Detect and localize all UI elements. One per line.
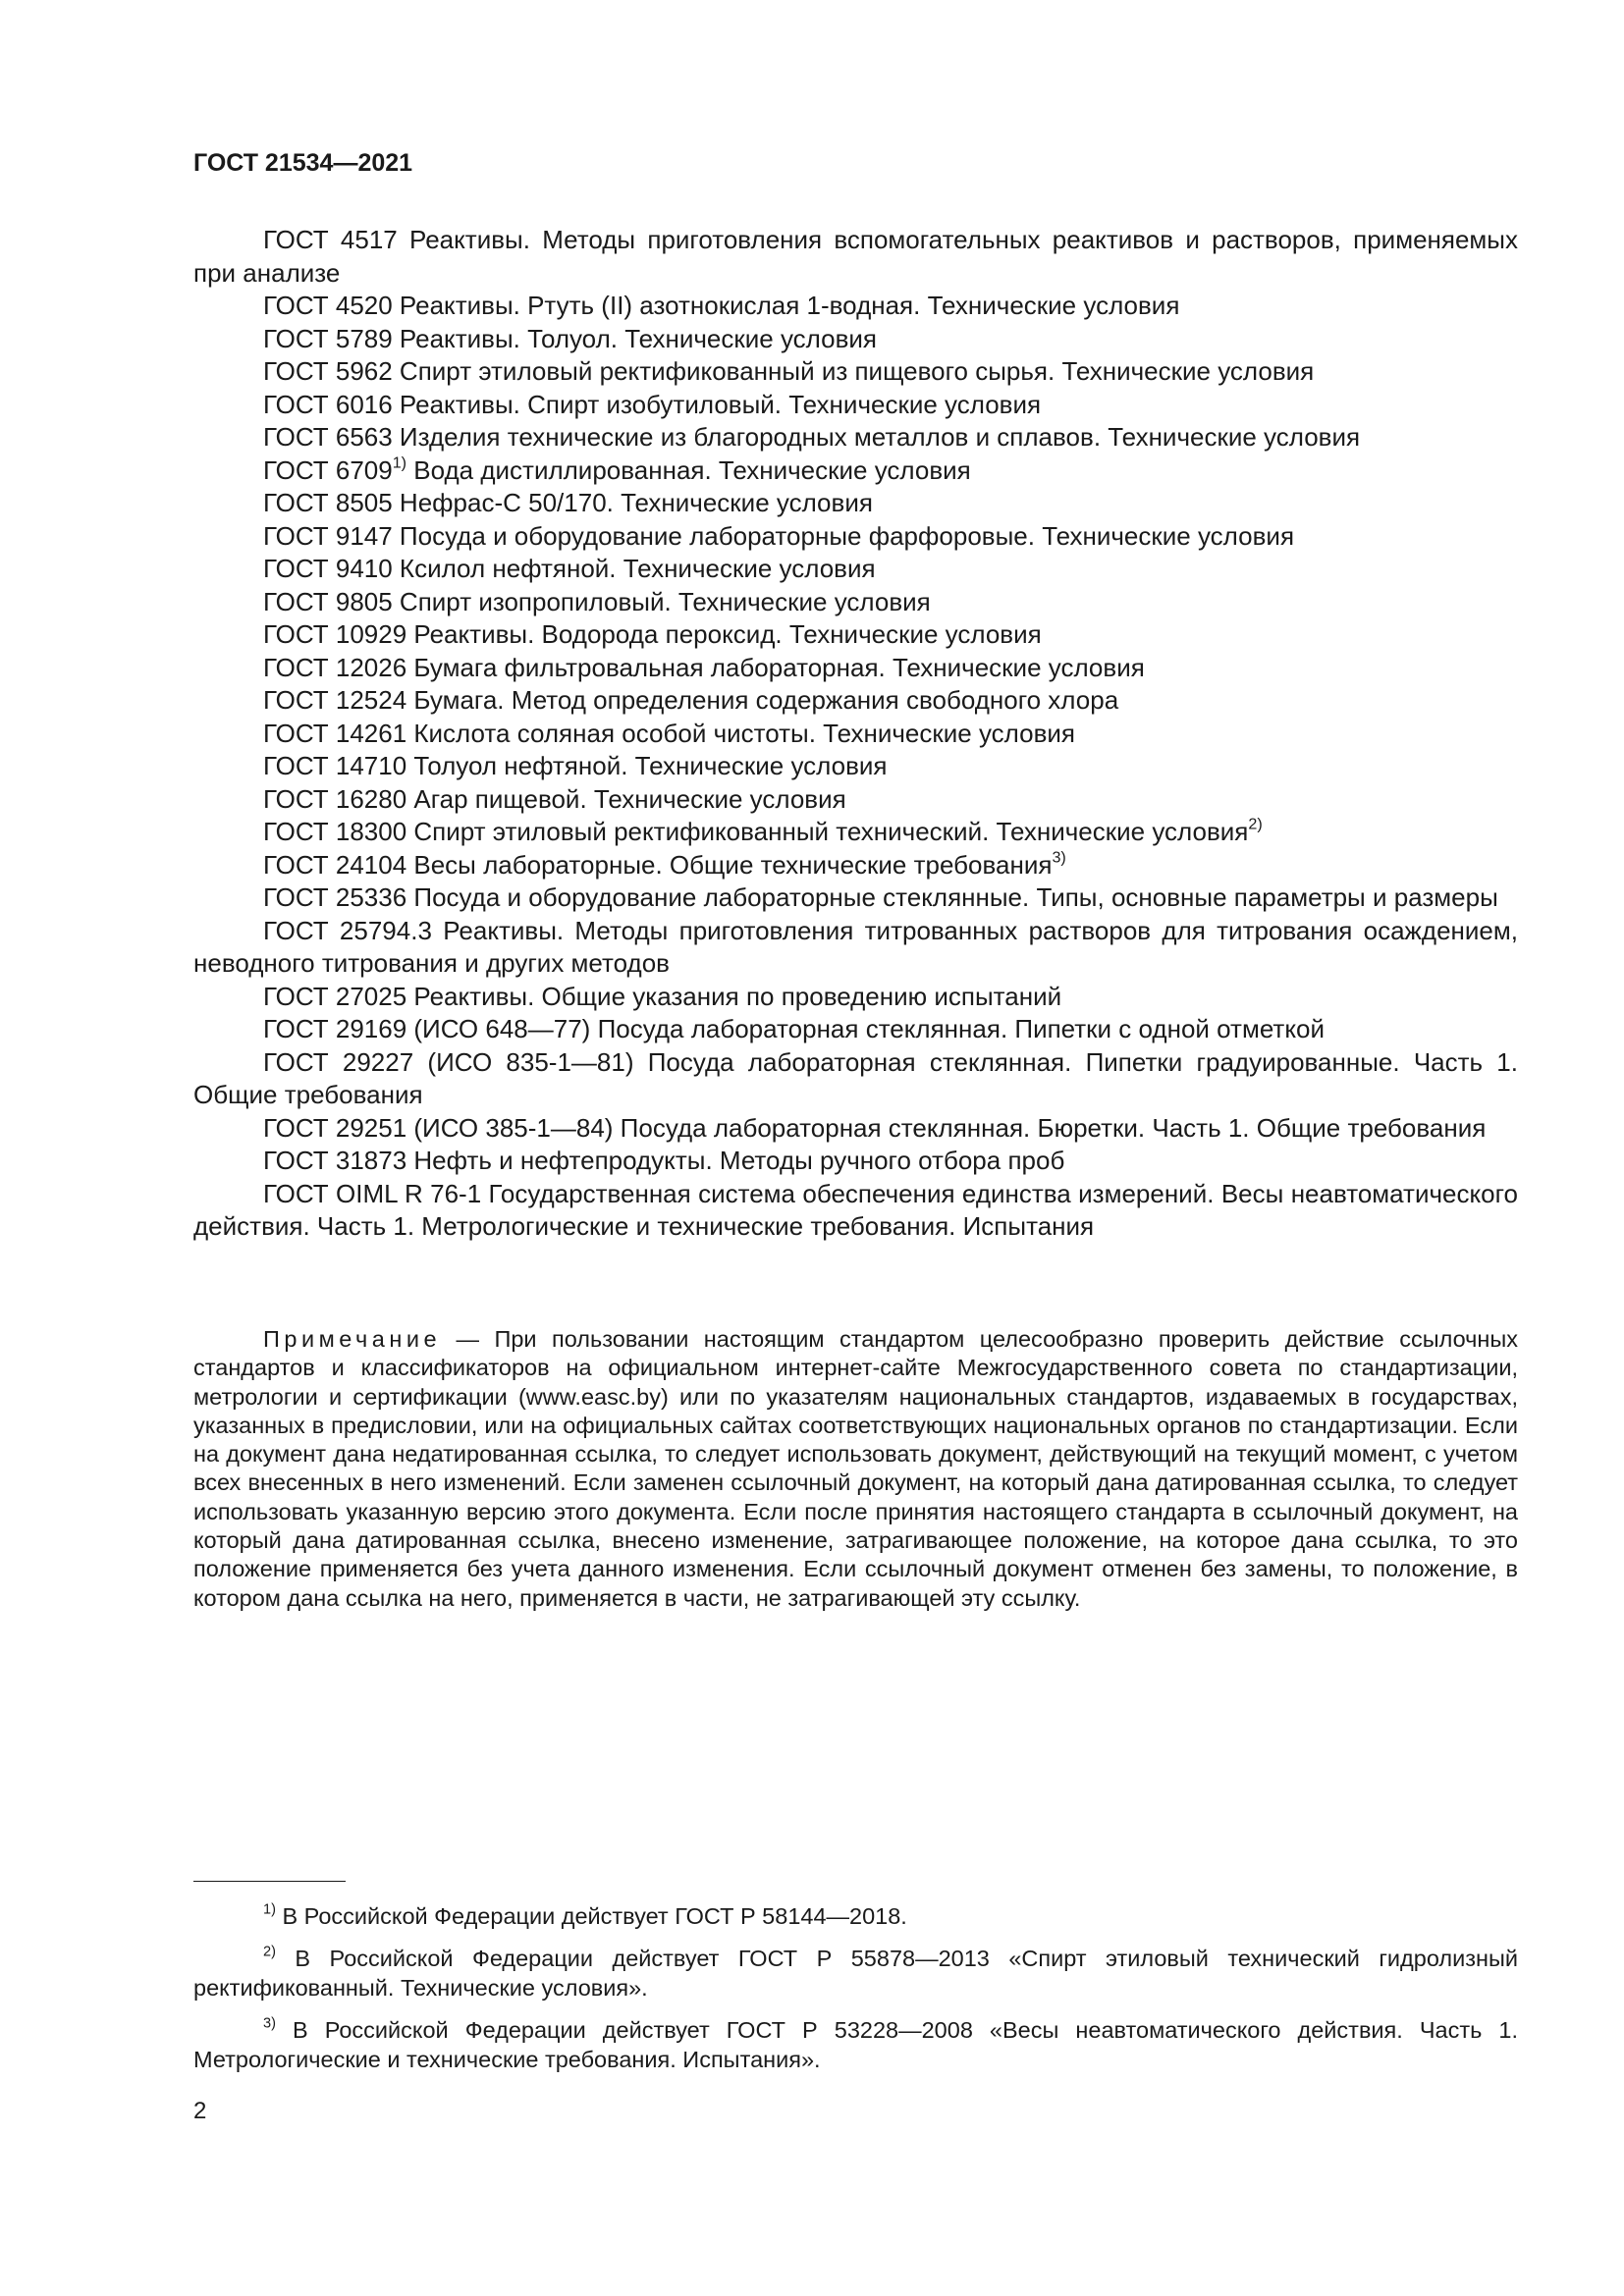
reference-item: ГОСТ 4520 Реактивы. Ртуть (II) азотнокислая 1-водная. Технические условия (263, 291, 1180, 320)
reference-item: ГОСТ 25794.3 Реактивы. Методы приготовления титрованных растворов для титрования осаждением, неводного титрования и других методов (193, 915, 1518, 978)
footnote-mark: 2) (263, 1944, 276, 1960)
reference-item: ГОСТ 6016 Реактивы. Спирт изобутиловый. Технические условия (263, 389, 1042, 419)
footnote: $^{3)}$ В Российской Федерации действует ГОСТ Р 53228—2008 «Весы неавтоматического действия. Часть 1. Метрологические и технические требования. Испытания». (193, 2015, 1518, 2072)
reference-item: ГОСТ 29251 (ИСО 385-1—84) Посуда лабораторная стеклянная. Бюретки. Часть 1. Общие требования (263, 1112, 1487, 1143)
reference-item: ГОСТ 8505 Нефрас-С 50/170. Технические условия (263, 488, 873, 517)
reference-item: ГОСТ 27025 Реактивы. Общие указания по проведению испытаний (263, 981, 1062, 1011)
reference-item: ГОСТ 29169 (ИСО 648—77) Посуда лабораторная стеклянная. Пипетки с одной отметкой (263, 1014, 1325, 1043)
footnote-mark: 3) (263, 2015, 276, 2032)
reference-item: ГОСТ 10929 Реактивы. Водорода пероксид. Технические условия (263, 619, 1042, 649)
reference-item: ГОСТ 9805 Спирт изопропиловый. Технические условия (263, 586, 931, 616)
reference-item: ГОСТ 4517 Реактивы. Методы приготовления вспомогательных реактивов и растворов, применяемых при анализе (193, 225, 1518, 288)
normative-references-list (193, 224, 1518, 1244)
note-label: Примечание (263, 1326, 442, 1352)
footnote: $^{1)}$ В Российской Федерации действует ГОСТ Р 58144—2018. (263, 1901, 907, 1929)
note-paragraph (193, 1325, 1518, 1613)
reference-item: ГОСТ 14261 Кислота соляная особой чистоты. Технические условия (263, 718, 1076, 748)
reference-item: ГОСТ 18300 Спирт этиловый ректификованный технический. Технические условия$^{2)}$ (263, 815, 1263, 846)
reference-item: ГОСТ 12524 Бумага. Метод определения содержания свободного хлора (263, 685, 1119, 715)
reference-item: ГОСТ 5789 Реактивы. Толуол. Технические условия (263, 323, 878, 353)
footnote-ref-mark: 2) (1248, 815, 1263, 833)
footnote-mark: 1) (263, 1901, 276, 1918)
reference-item: ГОСТ 9410 Ксилол нефтяной. Технические условия (263, 554, 876, 583)
reference-item: ГОСТ 24104 Весы лабораторные. Общие технические требования$^{3)}$ (263, 847, 1066, 880)
reference-item: ГОСТ 12026 Бумага фильтровальная лабораторная. Технические условия (263, 652, 1145, 682)
reference-item: ГОСТ 6563 Изделия технические из благородных металлов и сплавов. Технические условия (263, 422, 1361, 452)
footnote-separator (193, 1881, 346, 1882)
reference-item: ГОСТ 16280 Агар пищевой. Технические условия (263, 783, 846, 814)
footnote-ref-mark: 1) (392, 453, 407, 471)
reference-item: ГОСТ 9147 Посуда и оборудование лабораторные фарфоровые. Технические условия (263, 520, 1295, 551)
reference-item: ГОСТ 5962 Спирт этиловый ректификованный из пищевого сырья. Технические условия (263, 356, 1315, 386)
footnote-ref-mark: 3) (1052, 847, 1066, 866)
note-text: — При пользовании настоящим стандартом целесообразно проверить действие ссылочных стандартов и классификаторов на официальном интернет-сайте Межгосударственного совета по стандартизации, метрологии и сертификации (www.easc.by) или по указателям национальных стандартов, издаваемых в государствах, указанных в предисловии, или на официальных сайтах соответствующих национальных органов по стандартизации. Если на документ дана недатированная ссылка, то следует использовать документ, действующий на текущий момент, с учетом всех внесенных в него изменений. Если заменен ссылочный документ, на который дана датированная ссылка, то следует использовать указанную версию этого документа. Если после принятия настоящего стандарта в ссылочный документ, на который дана датированная ссылка, внесено изменение, затрагивающее положение, на которое дана ссылка, то это положение применяется без учета данного изменения. Если ссылочный документ отменен без замены, то положение, в котором дана ссылка на него, применяется в части, не затрагивающей эту ссылку. (193, 1326, 1518, 1611)
reference-item: ГОСТ 6709$^{1)}$ Вода дистиллированная. Технические условия (263, 453, 971, 485)
page-header-doc-id: ГОСТ 21534—2021 (193, 149, 413, 177)
reference-item: ГОСТ 29227 (ИСО 835-1—81) Посуда лабораторная стеклянная. Пипетки градуированные. Часть 1. Общие требования (193, 1046, 1518, 1109)
footnotes (193, 1901, 1518, 2087)
reference-item: ГОСТ OIML R 76-1 Государственная система обеспечения единства измерений. Весы неавтоматического действия. Часть 1. Метрологические и технические требования. Испытания (193, 1178, 1518, 1241)
reference-item: ГОСТ 14710 Толуол нефтяной. Технические условия (263, 751, 888, 780)
footnote: $^{2)}$ В Российской Федерации действует ГОСТ Р 55878—2013 «Спирт этиловый технический гидролизный ректификованный. Технические условия». (193, 1944, 1518, 2001)
page-number: 2 (193, 2098, 207, 2124)
reference-item: ГОСТ 31873 Нефть и нефтепродукты. Методы ручного отбора проб (263, 1146, 1065, 1175)
reference-item: ГОСТ 25336 Посуда и оборудование лабораторные стеклянные. Типы, основные параметры и размеры (263, 882, 1498, 912)
